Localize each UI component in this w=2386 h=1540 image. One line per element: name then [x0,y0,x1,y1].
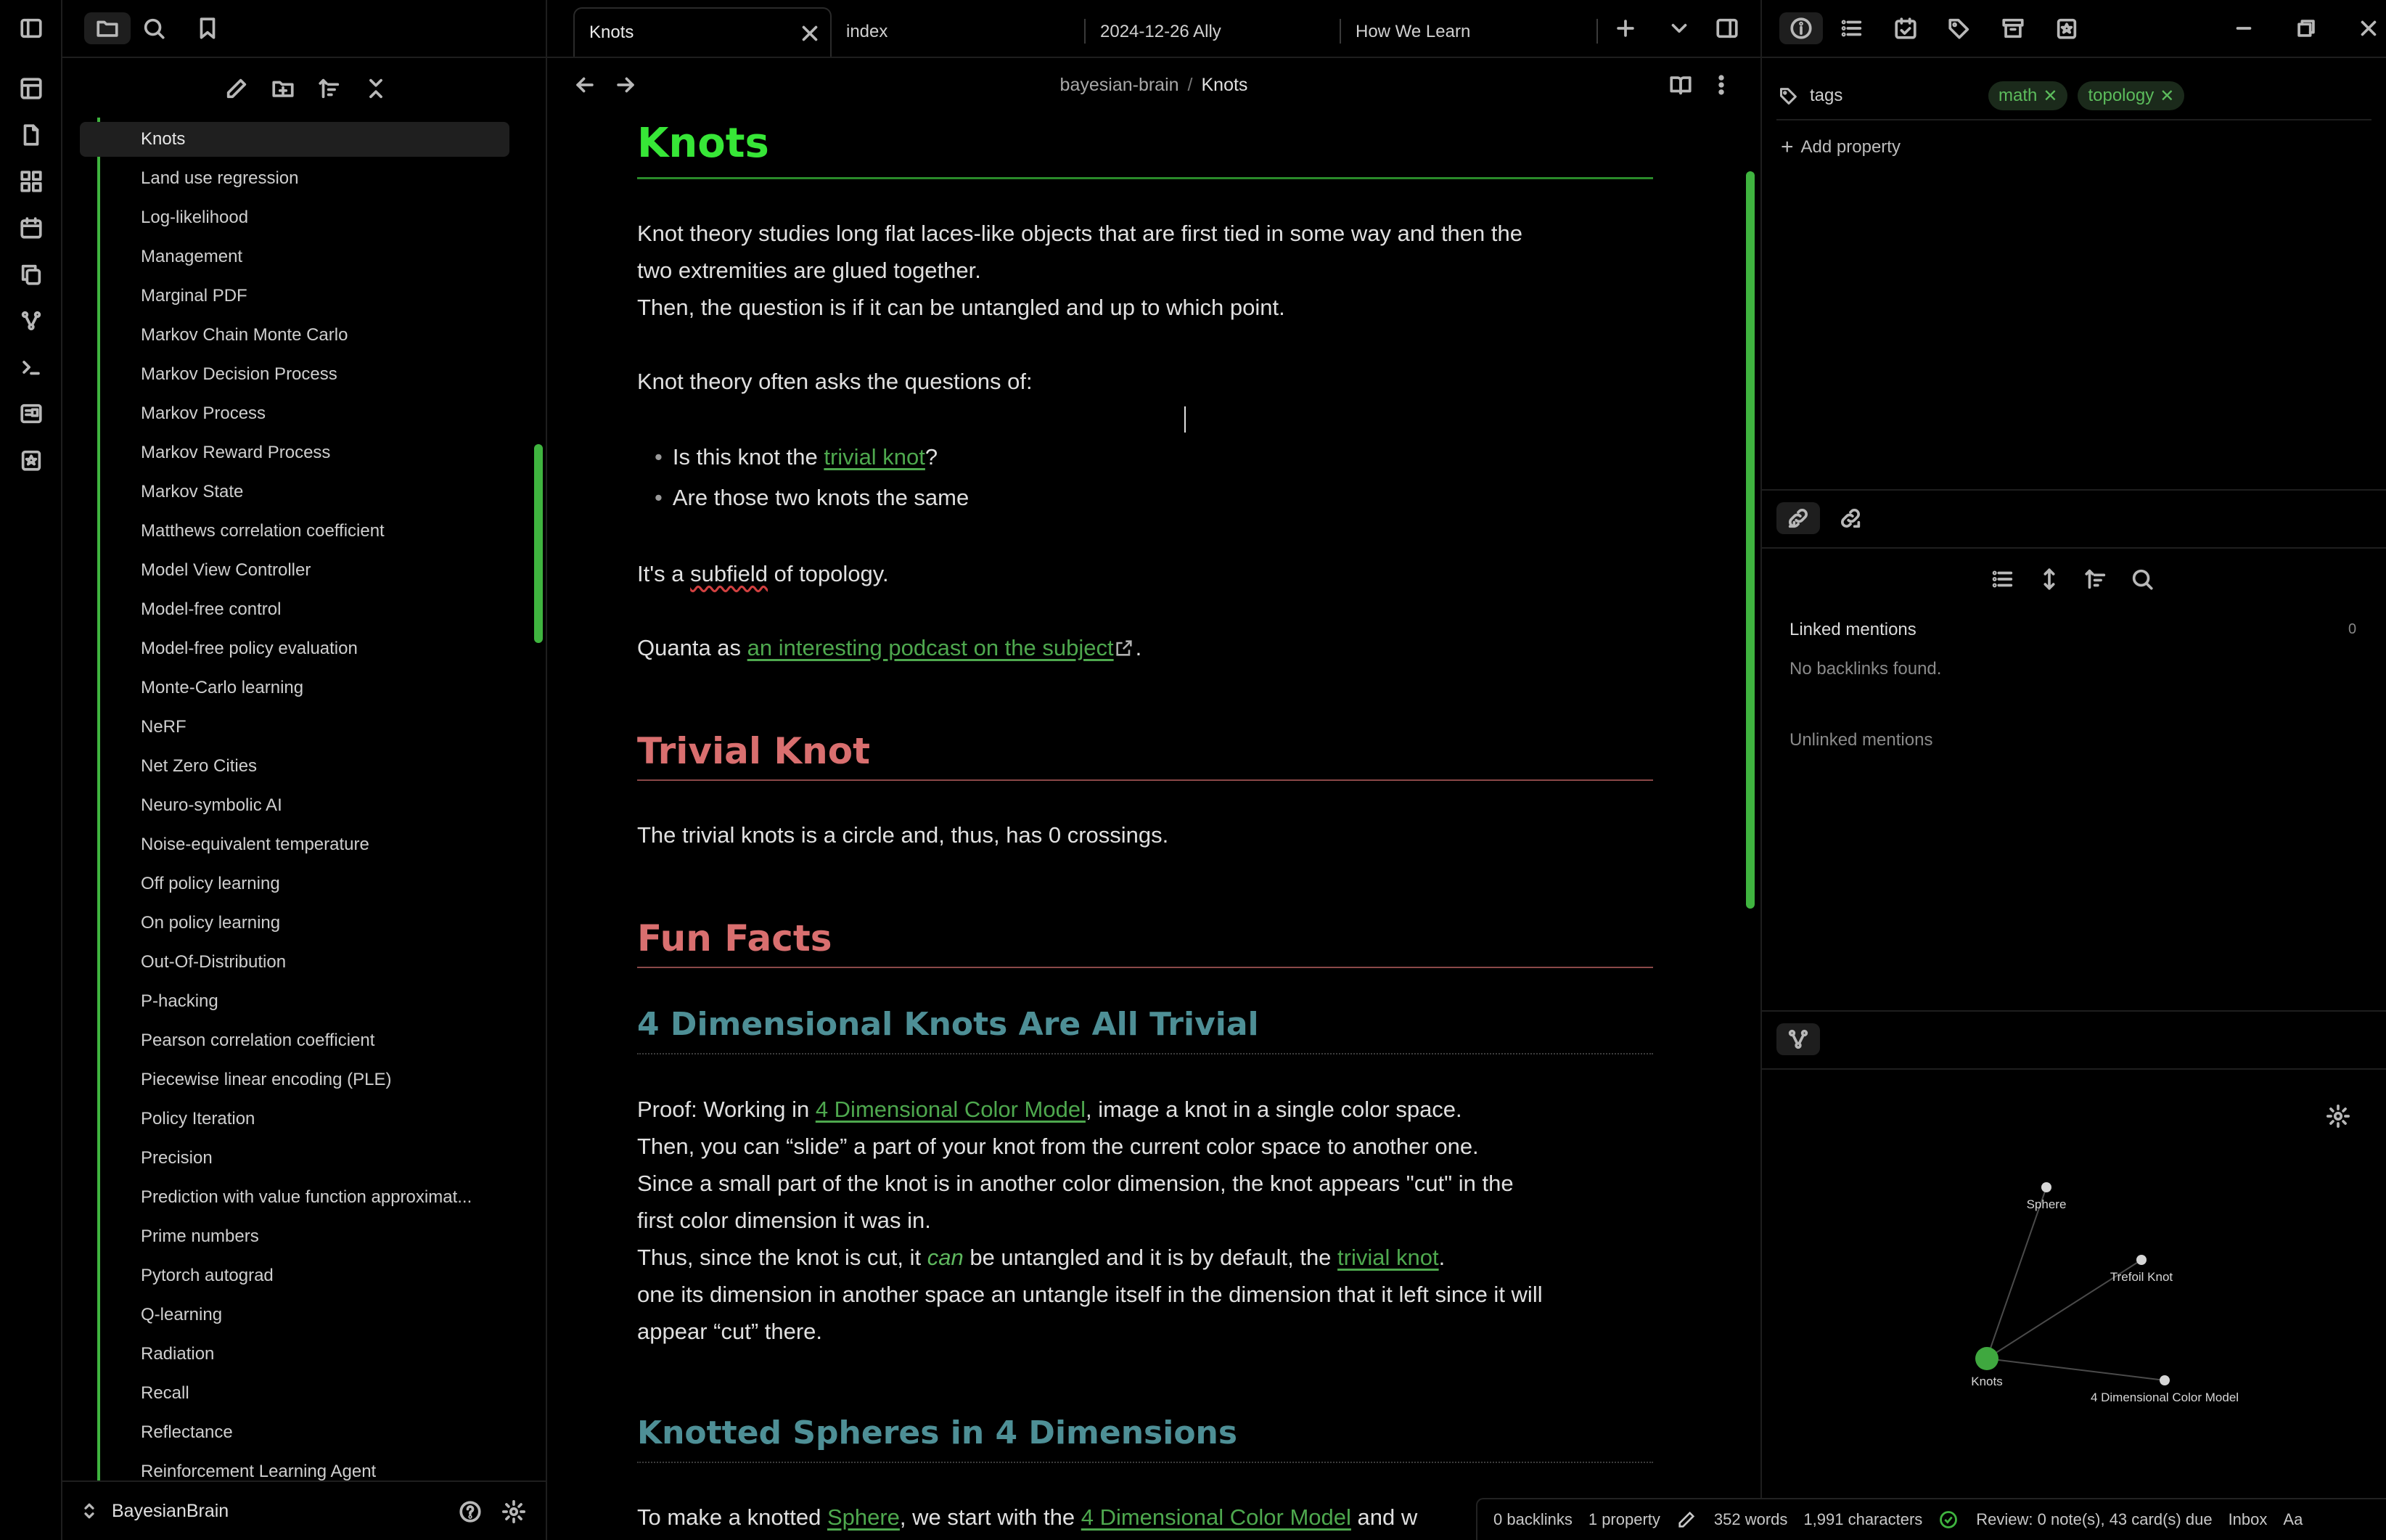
internal-link[interactable]: 4 Dimensional Color Model [815,1097,1086,1122]
paragraph: Knot theory often asks the questions of: [637,369,1033,394]
paragraph: one its dimension in another space an untangle itself in the dimension that it left since it will [637,1282,1543,1307]
flashcard-review-icon[interactable] [2051,12,2083,44]
misspelled-word[interactable]: subfield [690,561,768,586]
more-options-icon[interactable] [1705,69,1737,101]
backlinks-icon[interactable] [1776,502,1820,534]
file-item[interactable]: Model View Controller [141,560,311,580]
graph-node[interactable] [2041,1182,2051,1192]
file-item[interactable]: Markov Chain Monte Carlo [141,325,348,345]
file-item[interactable]: Marginal PDF [141,286,247,306]
title-rule [637,177,1653,179]
graph-node-label[interactable]: Sphere [2026,1197,2067,1211]
text: Proof: Working in [637,1097,816,1122]
linked-mentions-count: 0 [2348,621,2357,637]
external-link[interactable]: an interesting podcast on the subject [747,635,1114,660]
search-backlinks-icon[interactable] [2126,563,2158,595]
text: , image a knot in a single color space. [1085,1097,1462,1122]
list-item [637,438,1653,475]
pencil-icon[interactable] [1676,1509,1698,1531]
sidebar-scrollbar[interactable] [534,444,543,643]
copy-icon[interactable] [15,258,47,290]
status-bar [1476,1498,2386,1540]
plus-icon: + [1781,135,1794,159]
sidebar-toggle-icon[interactable] [15,12,47,44]
text-cursor [1184,406,1186,433]
internal-link[interactable]: trivial knot [824,444,925,470]
text: be untangled and it is by default, the [963,1245,1338,1270]
new-folder-icon[interactable] [267,73,299,105]
file-item[interactable]: Pearson correlation coefficient [141,1031,375,1050]
window-close-icon[interactable] [2353,12,2385,44]
heading-fun-facts: Fun Facts [637,917,832,959]
paragraph: Since a small part of the knot is in another color dimension, the knot appears "cut" in the [637,1171,1514,1196]
tab-label: Knots [589,22,634,42]
right-sidebar [1760,0,2386,1540]
file-item[interactable]: Net Zero Cities [141,756,258,776]
file-item[interactable]: Pytorch autograd [141,1266,274,1285]
reading-mode-icon[interactable] [1665,69,1697,101]
status-char-count: 1,991 characters [1803,1510,1923,1528]
breadcrumb [547,70,1760,100]
paragraph: Then, you can “slide” a part of your knot from the current color space to another one. [637,1134,1479,1159]
paragraph: The trivial knots is a circle and, thus, has 0 crossings. [637,822,1169,848]
heading-rule [637,967,1653,968]
close-icon[interactable] [794,17,826,49]
outline-icon[interactable] [1836,12,1868,44]
text: Quanta as [637,635,747,660]
list-text: Is this knot the [672,444,824,470]
paragraph: Knot theory studies long flat laces-like objects that are first tied in some way and then the [637,221,1522,246]
file-item[interactable]: Markov Reward Process [141,443,331,462]
file-item[interactable]: Reinforcement Learning Agent [141,1462,377,1481]
vault-name: BayesianBrain [112,1500,229,1521]
heading-rule [637,1053,1653,1054]
file-item[interactable]: NeRF [141,717,186,737]
paragraph [637,555,1653,592]
sync-check-icon[interactable] [1938,1509,1960,1531]
external-link-icon [1114,638,1136,658]
list-text: Are those two knots the same [672,485,969,510]
vault-switcher[interactable] [62,1480,547,1540]
graph-node-label[interactable]: Knots [1971,1375,2003,1388]
file-item[interactable]: Markov Process [141,404,266,423]
status-inbox[interactable]: Inbox [2228,1510,2268,1528]
file-item[interactable]: Piecewise linear encoding (PLE) [141,1070,392,1089]
heading-4d-knots: 4 Dimensional Knots Are All Trivial [637,1006,1259,1043]
ribbon [0,0,62,1540]
collapse-results-icon[interactable] [1987,563,2019,595]
text: . [1438,1245,1446,1270]
paragraph [637,629,1653,666]
right-sidebar-toggle-icon[interactable] [1711,12,1743,44]
paragraph: Then, the question is if it can be untangled and up to which point. [637,295,1285,320]
tab-how-we-learn[interactable] [1341,7,1588,57]
calendar-icon[interactable] [15,212,47,244]
calendar-check-icon[interactable] [1890,12,1922,44]
file-item[interactable]: Log-likelihood [141,208,249,227]
file-item[interactable]: Noise-equivalent temperature [141,835,369,854]
graph-icon[interactable] [15,305,47,337]
add-property-button[interactable] [1781,135,1901,160]
status-word-count: 352 words [1713,1510,1788,1528]
tab-knots[interactable] [573,7,832,57]
file-item[interactable]: On policy learning [141,913,281,933]
note-title: Knots [637,120,769,167]
terminal-icon[interactable] [15,351,47,383]
tab-index[interactable] [832,7,1078,57]
status-review[interactable]: Review: 0 note(s), 43 card(s) due [1976,1510,2213,1528]
text: . [1135,635,1142,660]
graph-node[interactable] [2160,1375,2170,1385]
emphasis: can [927,1245,964,1270]
search-icon[interactable] [138,12,170,44]
file-item[interactable]: Prediction with value function approximat... [141,1187,472,1207]
expand-context-icon[interactable] [2033,563,2065,595]
file-item[interactable]: Model-free policy evaluation [141,639,358,658]
remove-tag-icon[interactable]: ✕ [2043,86,2058,106]
paragraph [637,1091,1653,1128]
graph-node[interactable] [1975,1347,1998,1370]
property-tags [1776,80,1842,112]
bookmark-icon[interactable] [192,12,224,44]
dashboard-icon[interactable] [15,165,47,197]
status-properties[interactable]: 1 property [1588,1510,1660,1528]
breadcrumb-folder[interactable]: bayesian-brain [1059,74,1179,95]
heading-rule [637,779,1653,781]
sort-order-icon[interactable] [2080,563,2112,595]
heading-trivial-knot: Trivial Knot [637,730,871,772]
file-item[interactable]: Markov Decision Process [141,364,337,384]
local-graph-icon[interactable] [1776,1023,1820,1055]
file-item[interactable]: Monte-Carlo learning [141,678,304,697]
tag-pills [1988,81,2194,110]
file-item[interactable]: Q-learning [141,1305,223,1324]
graph-edge [1987,1187,2046,1359]
breadcrumb-note[interactable]: Knots [1201,74,1248,95]
list-text: ? [925,444,938,470]
text: and w [1350,1504,1418,1530]
unlinked-mentions-header[interactable]: Unlinked mentions [1790,730,1933,750]
minimize-icon[interactable] [2228,12,2260,44]
collapse-all-icon[interactable] [360,73,392,105]
text: To make a knotted [637,1504,827,1530]
file-item[interactable]: Recall [141,1383,189,1403]
file-item[interactable]: Model-free control [141,599,282,619]
graph-canvas [1762,1132,2386,1437]
local-graph[interactable] [1762,1132,2386,1437]
paragraph [637,1239,1653,1276]
file-item[interactable]: Prime numbers [141,1226,259,1246]
file-item[interactable]: Out-Of-Distribution [141,952,287,972]
internal-link[interactable]: Sphere [827,1504,900,1530]
text: , we start with the [899,1504,1081,1530]
file-item[interactable]: Radiation [141,1344,215,1364]
tag-pill-topology[interactable] [2078,81,2184,110]
file-item[interactable]: P-hacking [141,991,218,1011]
no-backlinks-text: No backlinks found. [1790,659,1942,679]
sort-icon[interactable] [313,73,345,105]
internal-link[interactable]: trivial knot [1337,1245,1439,1270]
file-item[interactable]: Markov State [141,482,244,501]
status-backlinks[interactable]: 0 backlinks [1493,1510,1573,1528]
status-font[interactable]: Aa [2283,1510,2303,1528]
chevron-updown-icon [78,1495,100,1527]
graph-node-label[interactable]: 4 Dimensional Color Model [2090,1390,2239,1404]
property-key[interactable]: tags [1810,86,1843,105]
paragraph: first color dimension it was in. [637,1208,931,1233]
graph-node-label[interactable]: Trefoil Knot [2110,1270,2173,1284]
editor-pane [547,0,1760,1540]
file-item[interactable]: Neuro-symbolic AI [141,795,282,815]
file-item[interactable]: Knots [80,122,509,157]
tab-label: 2024-12-26 Ally [1100,22,1221,41]
graph-node[interactable] [2136,1255,2147,1265]
archive-star-icon[interactable] [15,444,47,476]
tags-icon[interactable] [1943,12,1975,44]
text: of topology. [767,561,889,586]
paragraph: two extremities are glued together. [637,258,981,283]
file-explorer [62,0,547,1540]
add-property-label: Add property [1800,137,1901,157]
linked-mentions-header[interactable]: Linked mentions [1790,620,1916,639]
paragraph: appear “cut” there. [637,1319,823,1344]
info-icon[interactable] [1779,12,1823,44]
flashcards-icon[interactable] [15,398,47,430]
file-item[interactable]: Land use regression [141,168,299,188]
file-plus-icon[interactable] [15,119,47,151]
help-icon[interactable] [454,1496,486,1528]
tab-label: How We Learn [1356,22,1471,41]
tab-label: index [846,22,888,41]
tag-label: math [1998,86,2038,105]
breadcrumb-separator: / [1187,74,1193,95]
file-item[interactable]: Reflectance [141,1422,233,1442]
text: Thus, since the knot is cut, it [637,1245,927,1270]
tag-icon [1776,80,1801,112]
text: It's a [637,561,691,586]
file-item[interactable]: Precision [141,1148,213,1168]
tag-label: topology [2088,86,2155,105]
tag-pill-math[interactable] [1988,81,2067,110]
file-item[interactable]: Matthews correlation coefficient [141,521,385,541]
editor-scrollbar[interactable] [1746,171,1755,909]
tab-daily-note[interactable] [1086,7,1332,57]
file-item[interactable]: Off policy learning [141,874,280,893]
graph-edge [1987,1359,2165,1380]
settings-icon[interactable] [498,1496,530,1528]
folder-icon[interactable] [84,12,131,44]
list-item [637,479,1653,516]
heading-rule [637,1462,1653,1463]
archive-icon[interactable] [1997,12,2029,44]
outgoing-links-icon[interactable] [1834,502,1866,534]
heading-knotted-spheres: Knotted Spheres in 4 Dimensions [637,1414,1238,1451]
file-item[interactable]: Management [141,247,243,266]
new-note-icon[interactable] [221,73,253,105]
tab-list-chevron-icon[interactable] [1663,12,1695,44]
graph-settings-icon[interactable] [2322,1100,2354,1132]
internal-link[interactable]: 4 Dimensional Color Model [1081,1504,1351,1530]
restore-icon[interactable] [2290,12,2322,44]
remove-tag-icon[interactable]: ✕ [2160,86,2175,106]
new-tab-icon[interactable] [1610,12,1641,44]
file-item[interactable]: Policy Iteration [141,1109,255,1129]
layout-icon[interactable] [15,73,47,105]
